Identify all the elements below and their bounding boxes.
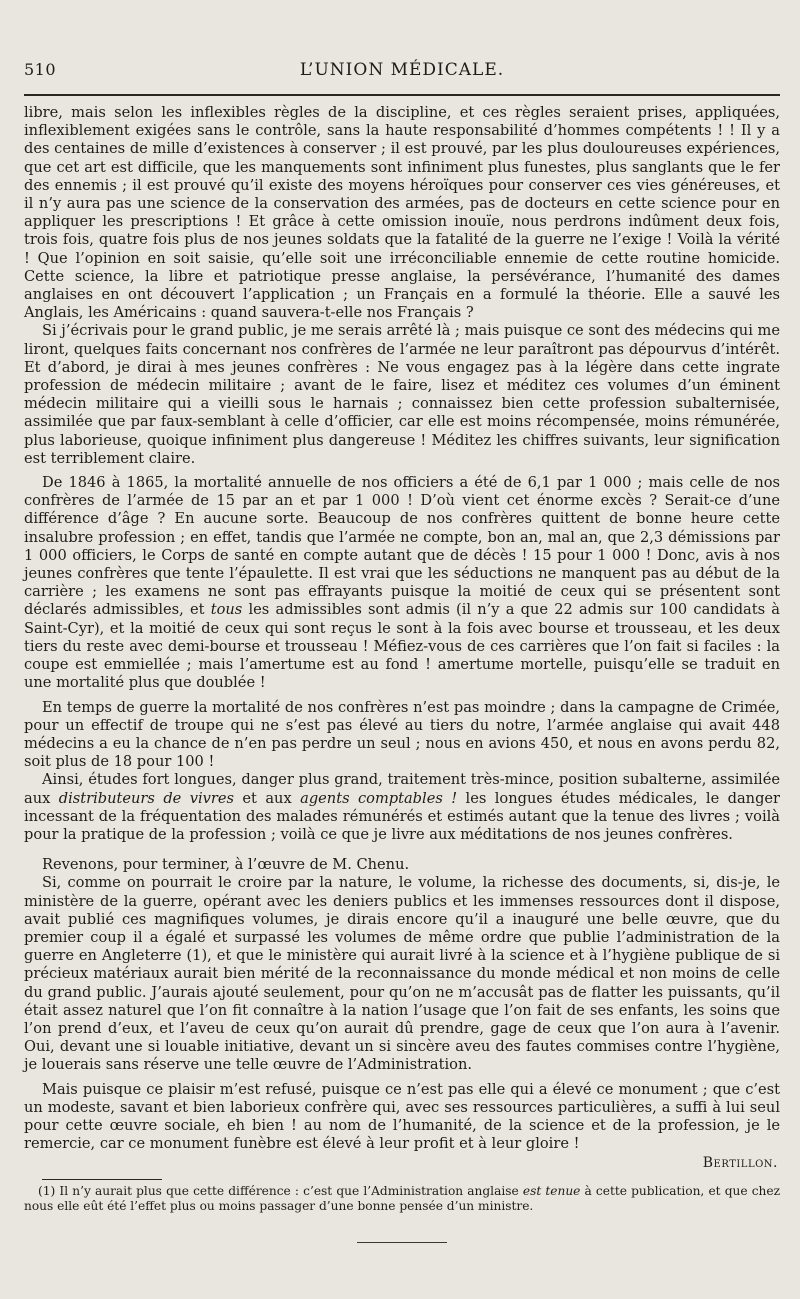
- paragraph: Si j’écrivais pour le grand public, je me serais arrêté là ; mais puisque ce sont des médecins qui me liront, quelques faits concernant nos confrères de l’armée ne leur paraîtront pas dépourvus d’intérêt. Et d’abord, je dirai à mes jeunes confrères : Ne vous engagez pas à la légère dans cette ingrate profession de médecin militaire ; avant de le faire, lisez et méditez ces volumes d’un éminent médecin militaire qui a vieilli sous le harnais ; connaissez bien cette profession subalternisée, assimilée que par faux-semblant à celle d’officier, car elle est moins récompensée, moins rémunérée, plus laborieuse, quoique infiniment plus dangereuse ! Méditez les chiffres suivants, leur signification est terriblement claire.: [24, 322, 780, 467]
- footnote-rule: [42, 1179, 162, 1180]
- paragraph-text: Ainsi, études fort longues, danger plus grand, traitement très-mince, position subalterne, assimilée aux: [24, 771, 780, 807]
- emphasis: distributeurs de vivres: [58, 789, 234, 807]
- emphasis: agents comptables !: [300, 789, 458, 807]
- page-number: 510: [24, 60, 57, 79]
- header-rule: [24, 94, 780, 96]
- emphasis: tous: [210, 601, 243, 619]
- running-title: L’UNION MÉDICALE.: [299, 60, 505, 80]
- paragraph: Mais puisque ce plaisir m’est refusé, puisque ce n’est pas elle qui a élevé ce monument ; que c’est un modeste, savant et bien laborieux confrère qui, avec ses ressources particulières, a suffi à lui seul pour cette œuvre sociale, eh bien ! au nom de l’humanité, de la science et de la profession, je le remercie, car ce monument funèbre est élevé à leur profit et à leur gloire !: [24, 1080, 780, 1153]
- paragraph: Revenons, pour terminer, à l’œuvre de M. Chenu.: [42, 856, 410, 874]
- paragraph: libre, mais selon les inflexibles règles de la discipline, et ces règles seraient prises, appliquées, inflexiblement exigées sans le contrôle, sans la haute responsabilité d’hommes compétents ! ! Il y a des centaines de mille d’existences à conserver ; il est prouvé, par les plus douloureuses expériences, que cet art est difficile, que les manquements sont infiniment plus funestes, plus sanglants que le fer des ennemis ; il est prouvé qu’il existe des moyens héroïques pour conserver ces vies généreuses, et il n’y aura pas une science de la conservation des armées, pas de docteurs en cette science pour en appliquer les prescriptions ! Et grâce à cette omission inouïe, nous perdrons indûment deux fois, trois fois, quatre fois plus de nos jeunes soldats que la fatalité de la guerre ne l’exige ! Voilà la vérité ! Que l’opinion en soit saisie, qu’elle soit une irréconciliable ennemie de cette routine homicide. Cette science, la libre et patriotique presse anglaise, la persévérance, l’humanité des dames anglaises en ont découvert l’application ; un Français en a formulé la théorie. Elle a sauvé les Anglais, les Américains : quand sauvera-t-elle nos Français ?: [24, 104, 780, 322]
- footnote-emphasis: est tenue: [522, 1184, 581, 1199]
- article-body: [24, 104, 780, 1153]
- paragraph: En temps de guerre la mortalité de nos confrères n’est pas moindre ; dans la campagne de Crimée, pour un effectif de troupe qui ne s’est pas élevé au tiers du notre, l’armée anglaise qui avait 448 médecins a eu la chance de n’en pas perdre un seul ; nous en avions 450, et nous en avons perdu 82, soit plus de 18 pour 100 !: [24, 698, 780, 771]
- footnote-text: à cette publication, et que chez nous elle eût été l’effet plus ou moins passager d’une bonne pensée d’un ministre.: [24, 1184, 781, 1214]
- paragraph-text: les longues études médicales, le danger incessant de la fréquentation des malades rémunérés et estimés autant que la tenue des livres ; voilà pour la pratique de la profession ; voilà ce que je livre aux méditations de nos jeunes confrères.: [24, 789, 781, 843]
- paragraph-text: les admissibles sont admis (il n’y a que 22 admis sur 100 candidats à Saint-Cyr), et la moitié de ceux qui sont reçus le sont à la fois avec bourse et trousseau, et les deux tiers du reste avec demi-bourse et trousseau ! Méfiez-vous de ces carrières que l’on fait si faciles : la coupe est emmiellée ; mais l’amertume est au fond ! amertume mortelle, puisqu’elle se traduit en une mortalité plus que doublée !: [24, 601, 781, 692]
- paragraph: [24, 771, 780, 844]
- footnote-text: (1) Il n’y aurait plus que cette différence : c’est que l’Administration anglaise: [38, 1184, 519, 1199]
- paragraph: [24, 474, 780, 692]
- page-header: [24, 60, 780, 88]
- bottom-rule: [357, 1242, 447, 1243]
- paragraph-text: et aux: [242, 789, 292, 807]
- paragraph-text: De 1846 à 1865, la mortalité annuelle de nos officiers a été de 6,1 par 1 000 ; mais celle de nos confrères de l’armée de 15 par an et par 1 000 ! D’où vient cet énorme excès ? Serait-ce d’une différence d’âge ? En aucune sorte. Beaucoup de nos confrères quittent de bonne heure cette insalubre profession ; en effet, tandis que l’armée ne compte, bon an, mal an, que 2,3 démissions par 1 000 officiers, le Corps de santé en compte autant que de décès ! 15 pour 1 000 ! Donc, avis à nos jeunes confrères que tente l’épaulette. Il est vrai que les séductions ne manquent pas au début de la carrière ; les examens ne sont pas effrayants puisque la moitié de ceux qui se présentent sont déclarés admissibles, et: [24, 474, 780, 619]
- author-signature: Bertillon.: [702, 1155, 778, 1172]
- paragraph: Si, comme on pourrait le croire par la nature, le volume, la richesse des documents, si, dis-je, le ministère de la guerre, opérant avec les deniers publics et les immenses ressources dont il dispose, avait publié ces magnifiques volumes, je dirais encore qu’il a inauguré une belle œuvre, que du premier coup il a égalé et surpassé les volumes de même ordre que publie l’administration de la guerre en Angleterre (1), et que le ministère qui aurait livré à la science et à l’hygiène publique de si précieux matériaux aurait bien mérité de la reconnaissance du monde médical et non moins de celle du grand public. J’aurais ajouté seulement, pour qu’on ne m’accusât pas de flatter les puissants, qu’il était assez naturel que l’on fit connaître à la nation l’usage que l’on fait de ses enfants, les soins que l’on prend d’eux, et l’aveu de ceux qu’on aurait dû prendre, gage de ceux que l’on aura à l’avenir. Oui, devant une si louable initiative, devant un si sincère aveu des fautes commises contre l’hygiène, je louerais sans réserve une telle œuvre de l’Administration.: [24, 874, 780, 1074]
- footnote: [24, 1184, 780, 1214]
